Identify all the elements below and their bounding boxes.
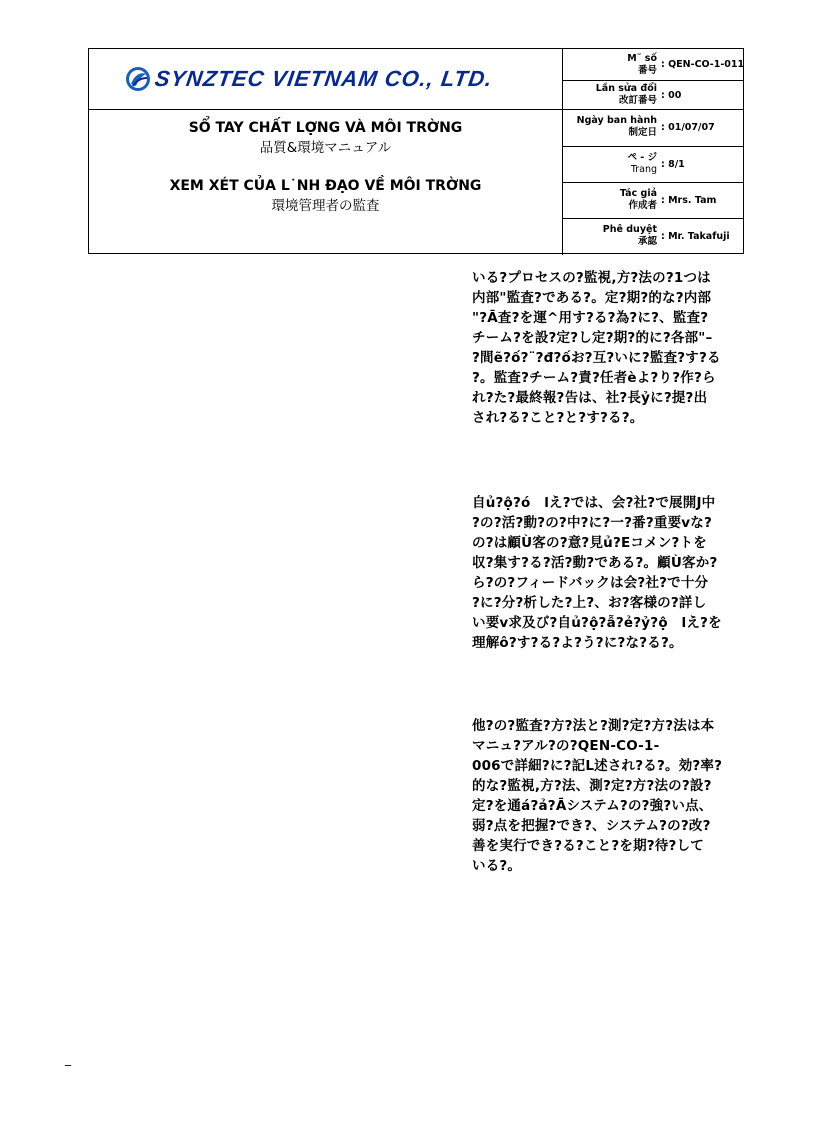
paragraph-line: れ?た?最終報?告は、社?長ỷに?提?出 <box>472 390 708 406</box>
paragraph-line: され?る?こと?と?す?る?。 <box>472 410 644 426</box>
paragraph-line: いる?。 <box>472 858 522 874</box>
info-value-page: : 8/1 <box>661 159 685 170</box>
paragraph-line: ら?の?フィードバックは会?社?で十分 <box>472 575 709 591</box>
manual-title-jp: 品質&環境マニュアル <box>259 140 392 156</box>
paragraph-line: チーム?を設?定?し定?期?的に?各部"– <box>472 330 713 346</box>
info-value-issue-date: : 01/07/07 <box>661 122 715 133</box>
paragraph-line: い要v求及び?自ủ?ộ?ẫ?ẻ?ỷ?ộ lえ?を <box>472 615 722 631</box>
section-title-jp: 環境管理者の監査 <box>271 198 380 214</box>
paragraph-internal-audit <box>472 268 742 428</box>
paragraph-line: 善を実行でき?る?こと?を期?待?して <box>472 838 704 854</box>
info-label-issue-date-vi: Ngày ban hành <box>576 115 657 126</box>
info-label-doc-number-jp: 番号 <box>637 65 657 76</box>
info-value-author: : Mrs. Tam <box>661 195 717 206</box>
paragraph-measurement-methods <box>472 716 742 876</box>
info-label-approver-vi: Phê duyệt <box>602 224 657 235</box>
company-logo <box>125 66 495 92</box>
info-label-issue-date-jp: 制定日 <box>628 127 657 138</box>
paragraph-line: の?は顧Ù客の?意?見ủ?Eコメン?トを <box>472 535 707 551</box>
paragraph-line: 内部"監査?である?。定?期?的な?内部 <box>472 290 712 306</box>
info-value-doc-number: : QEN-CO-1-011 <box>661 59 745 70</box>
info-row-doc-number <box>563 49 743 81</box>
paragraph-line: マニュ?アル?の?QEN-CO-1- <box>472 738 660 754</box>
paragraph-line: 他?の?監査?方?法と?測?定?方?法は本 <box>472 718 715 734</box>
footer-mark: _ <box>65 1052 71 1066</box>
info-label-page-vi: Trang <box>630 164 657 175</box>
info-label-doc-number-vi: M˜ số <box>627 53 657 64</box>
paragraph-line: 理解ô?す?る?よ?う?に?な?る?。 <box>472 635 683 651</box>
info-row-revision <box>563 81 743 110</box>
info-row-approver <box>563 219 743 253</box>
paragraph-line: ?に?分?析した?上?、お?客様の?詳し <box>472 595 707 611</box>
info-value-approver: : Mr. Takafuji <box>661 231 730 242</box>
paragraph-line: 弱?点を把握?でき?、システム?の?改? <box>472 818 711 834</box>
info-label-revision-jp: 改訂番号 <box>618 95 657 106</box>
paragraph-line: ?の?活?動?の?中?に?一?番?重要vな? <box>472 515 713 531</box>
info-label-revision-vi: Lần sửa đổi <box>595 83 657 94</box>
section-title-vi: XEM XÉT CỦA L˙NH ĐẠO VỀ MÔI TRỜNG <box>169 178 482 194</box>
paragraph-line: "?Ā査?を運^用す?る?為?に?、監査? <box>472 310 709 326</box>
manual-title-vi: SỔ TAY CHẤT LỢNG VÀ MÔI TRỜNG <box>188 120 463 136</box>
paragraph-line: 的な?監視,方?法、測?定?方?法の?設? <box>472 778 712 794</box>
info-row-issue-date <box>563 110 743 147</box>
info-label-page-jp: ペ - ジ <box>627 152 657 163</box>
info-label-author-jp: 作成者 <box>628 200 657 211</box>
paragraph-line: 収?集す?る?活?動?である?。顧Ù客か? <box>472 555 718 571</box>
paragraph-line: ?間ẽ?ố?¨?đ?ốお?互?いに?監査?す?る <box>472 350 721 366</box>
document-header <box>88 48 744 254</box>
info-row-author <box>563 183 743 219</box>
info-value-revision: : 00 <box>661 90 682 101</box>
paragraph-customer-feedback <box>472 493 742 653</box>
title-cell <box>89 110 563 255</box>
info-row-page <box>563 147 743 183</box>
document-info-table <box>563 49 743 253</box>
info-label-author-vi: Tác giả <box>619 188 657 199</box>
logo-mark-icon <box>125 66 151 92</box>
paragraph-line: 自ủ?ộ?ó lえ?では、会?社?で展開J中 <box>472 495 716 511</box>
paragraph-line: 定?を通á?ả?Āシステム?の?強?い点、 <box>472 798 713 814</box>
paragraph-line: いる?プロセスの?監視,方?法の?1つは <box>472 270 711 286</box>
info-label-approver-jp: 承認 <box>637 236 657 247</box>
paragraph-line: 006で詳細?に?記L述され?る?。効?率? <box>472 758 723 774</box>
logo-cell <box>89 49 563 110</box>
company-name: SYNZTEC VIETNAM CO., LTD. <box>153 66 495 91</box>
paragraph-line: ?。監査?チーム?責?任者èよ?り?作?ら <box>472 370 716 386</box>
